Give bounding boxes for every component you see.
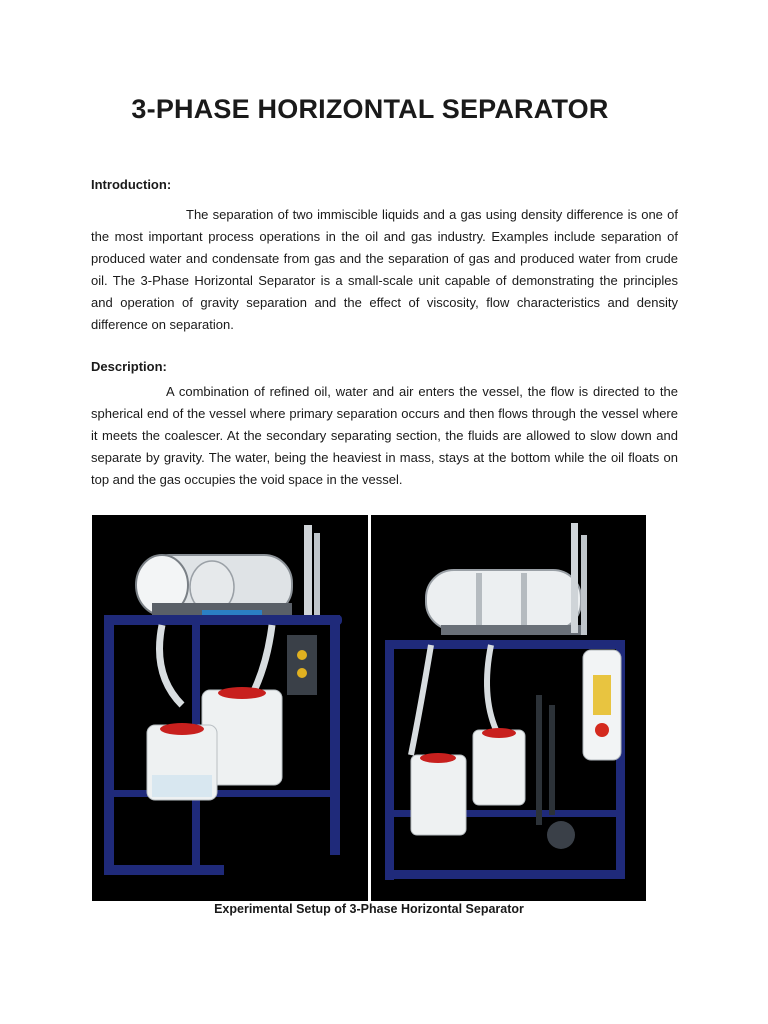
separator-illustration-right — [371, 515, 646, 901]
separator-photo-left — [92, 515, 368, 901]
introduction-paragraph: The separation of two immiscible liquids and a gas using density difference is one of the most important process operations in the oil and gas industry. Examples include separation of produced water and condensate from gas and the separation of gas and produced water from crude oil. The 3-Phase Horizontal Separator is a small-scale unit capable of demonstrating the principles and operation of gravity separation and the effect of viscosity, flow characteristics and density difference on separation. — [91, 207, 678, 332]
separator-figure — [92, 515, 646, 901]
description-paragraph: A combination of refined oil, water and air enters the vessel, the flow is directed to the spherical end of the vessel where primary separation occurs and then flows through the vessel where it meets the coalescer. At the secondary separating section, the fluids are allowed to slow down and separate by gravity. The water, being the heaviest in mass, stays at the bottom while the oil floats on top and the gas occupies the void space in the vessel. — [91, 384, 678, 487]
description-heading: Description: — [91, 359, 167, 374]
introduction-heading: Introduction: — [91, 177, 172, 192]
separator-photo-right — [371, 515, 646, 901]
page-title: 3-PHASE HORIZONTAL SEPARATOR — [131, 94, 609, 124]
figure-caption: Experimental Setup of 3-Phase Horizontal Separator — [214, 902, 524, 916]
separator-illustration-left — [92, 515, 368, 901]
